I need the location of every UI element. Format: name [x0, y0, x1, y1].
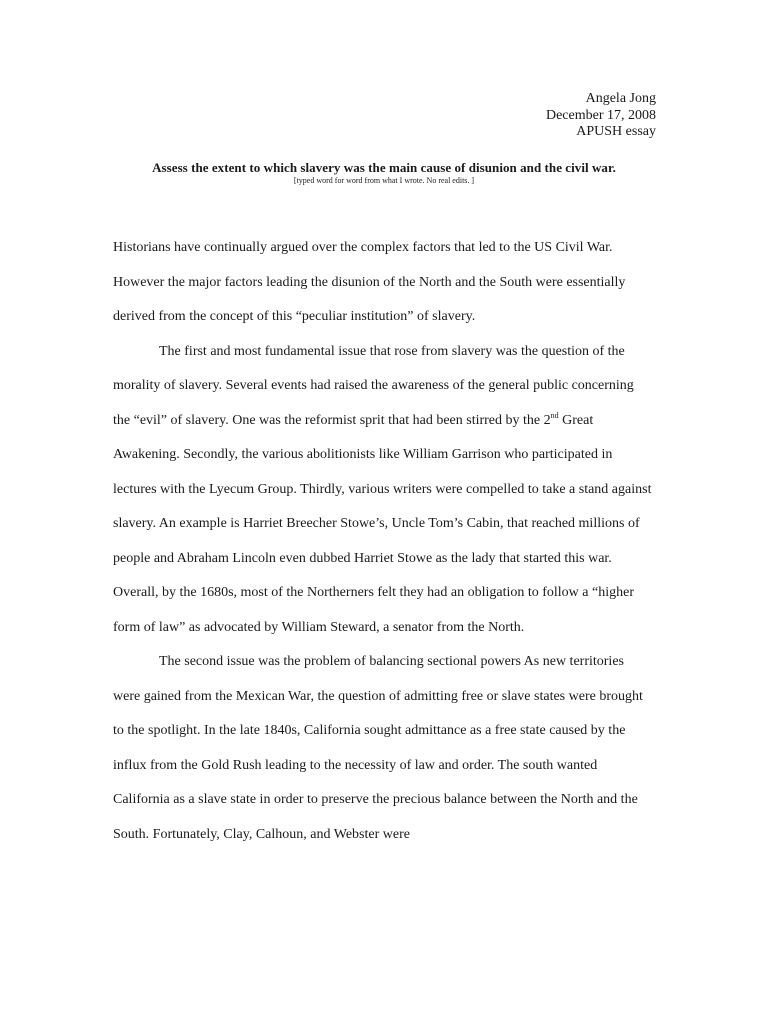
course-label: APUSH essay	[576, 124, 656, 139]
paragraph-morality	[113, 335, 653, 646]
paragraph-intro: Historians have continually argued over the complex factors that led to the US Civil War. However the major factors leading the disunion of the North and the South were essentially derived from the concept of this “peculiar institution” of slavery.	[113, 240, 626, 324]
essay-subtitle-note: [typed word for word from what I wrote. No real edits. ]	[293, 176, 475, 185]
paragraph-morality-text-start: The first and most fundamental issue that rose from slavery was the question of the morality of slavery. Several events had raised the awareness of the general public concerning the “evil” of slavery. One was the reformist sprit that had been stirred by the 2	[113, 343, 634, 428]
paragraph-sectional-powers: The second issue was the problem of balancing sectional powers As new territories were gained from the Mexican War, the question of admitting free or slave states were brought to the spotlight. In the late 1840s, California sought admittance as a free state caused by the influx from the Gold Rush leading to the necessity of law and order. The south wanted California as a slave state in order to preserve the precious balance between the North and the South. Fortunately, Clay, Calhoun, and Webster were	[113, 654, 643, 842]
ordinal-superscript: nd	[550, 410, 559, 420]
essay-header	[546, 91, 656, 141]
author-name: Angela Jong	[585, 91, 656, 106]
essay-body	[113, 231, 653, 852]
essay-title: Assess the extent to which slavery was the main cause of disunion and the civil war.	[152, 160, 616, 175]
essay-date: December 17, 2008	[545, 107, 656, 123]
paragraph-morality-text-end: Great Awakening. Secondly, the various abolitionists like William Garrison who participated in lectures with the Lyecum Group. Thirdly, various writers were compelled to take a stand against slavery. An example is Harriet Breecher Stowe’s, Uncle Tom’s Cabin, that reached millions of people and Abraham Lincoln even dubbed Harriet Stowe as the lady that started this war. Overall, by the 1680s, most of the Northerners felt they had an obligation to follow a “higher form of law” as advocated by William Steward, a senator from the North.	[113, 412, 652, 635]
